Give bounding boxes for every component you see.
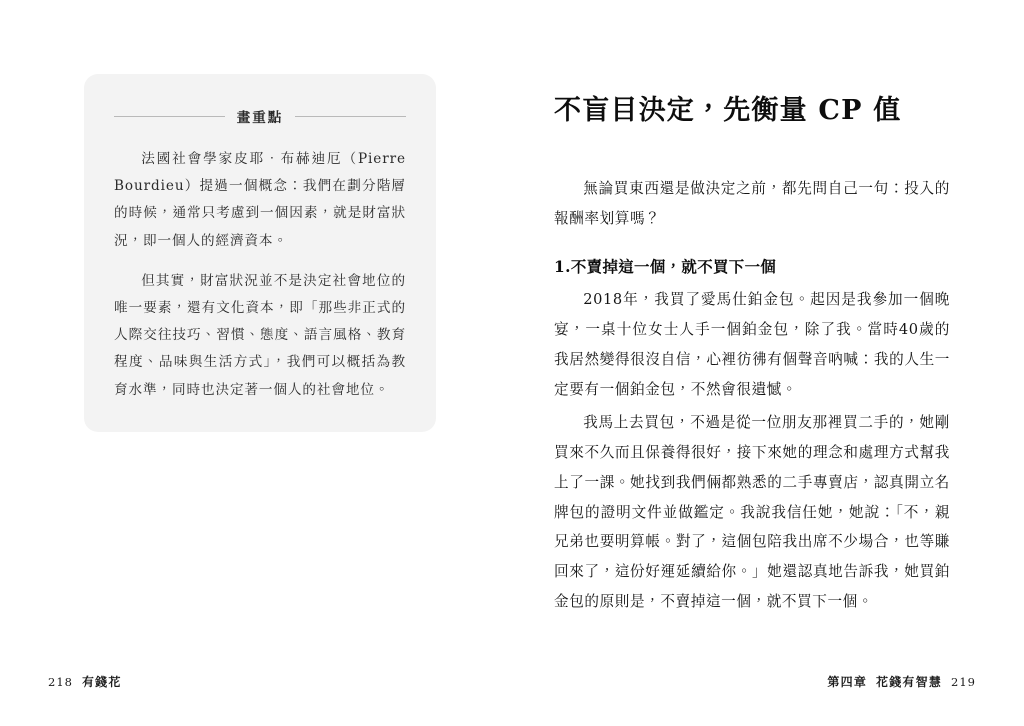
callout-paragraph: 法國社會學家皮耶‧布赫迪厄（Pierre Bourdieu）提過一個概念：我們在劃分階層的時候，通常只考慮到一個因素，就是財富狀況，即一個人的經濟資本。 bbox=[114, 151, 406, 249]
chapter-label-footer: 第四章 bbox=[827, 675, 868, 689]
chapter-title-footer: 花錢有智慧 bbox=[876, 675, 943, 689]
callout-title-row bbox=[114, 106, 406, 126]
highlight-callout-box bbox=[84, 74, 436, 432]
callout-paragraph: 但其實，財富狀況並不是決定社會地位的唯一要素，還有文化資本，即「那些非正式的人際交往技巧、習慣、態度、語言風格、教育程度、品味與生活方式」，我們可以概括為教育水準，同時也決定著一個人的社會地位。 bbox=[114, 272, 406, 398]
right-page bbox=[512, 0, 1024, 726]
left-page-number: 218 bbox=[48, 675, 73, 689]
section-subheading: 1.不賣掉這一個，就不買下一個 bbox=[554, 258, 777, 277]
intro-paragraph: 無論買東西還是做決定之前，都先問自己一句：投入的報酬率划算嗎？ bbox=[554, 179, 950, 227]
right-page-footer bbox=[827, 673, 976, 690]
right-page-number: 219 bbox=[951, 675, 976, 689]
body-paragraph: 我馬上去買包，不過是從一位朋友那裡買二手的，她剛買來不久而且保養得很好，接下來她的理念和處理方式幫我上了一課。她找到我們倆都熟悉的二手專賣店，認真開立名牌包的證明文件並做鑑定。我說我信任她，她說：「不，親兄弟也要明算帳。對了，這個包陪我出席不少場合，也等賺回來了，這份好運延續給你。」她還認真地告訴我，她買鉑金包的原則是，不賣掉這一個，就不買下一個。 bbox=[554, 414, 950, 610]
callout-rule-left bbox=[114, 116, 225, 117]
callout-title: 畫重點 bbox=[236, 110, 284, 126]
callout-rule-right bbox=[295, 116, 406, 117]
page-title: 不盲目決定，先衡量 CP 值 bbox=[554, 95, 902, 126]
left-page-footer bbox=[48, 673, 122, 690]
book-title-footer: 有錢花 bbox=[81, 675, 122, 689]
body-paragraph: 2018年，我買了愛馬仕鉑金包。起因是我參加一個晚宴，一桌十位女士人手一個鉑金包，除了我。當時40歲的我居然變得很沒自信，心裡彷彿有個聲音吶喊：我的人生一定要有一個鉑金包，不然會很遺憾。 bbox=[554, 291, 950, 398]
